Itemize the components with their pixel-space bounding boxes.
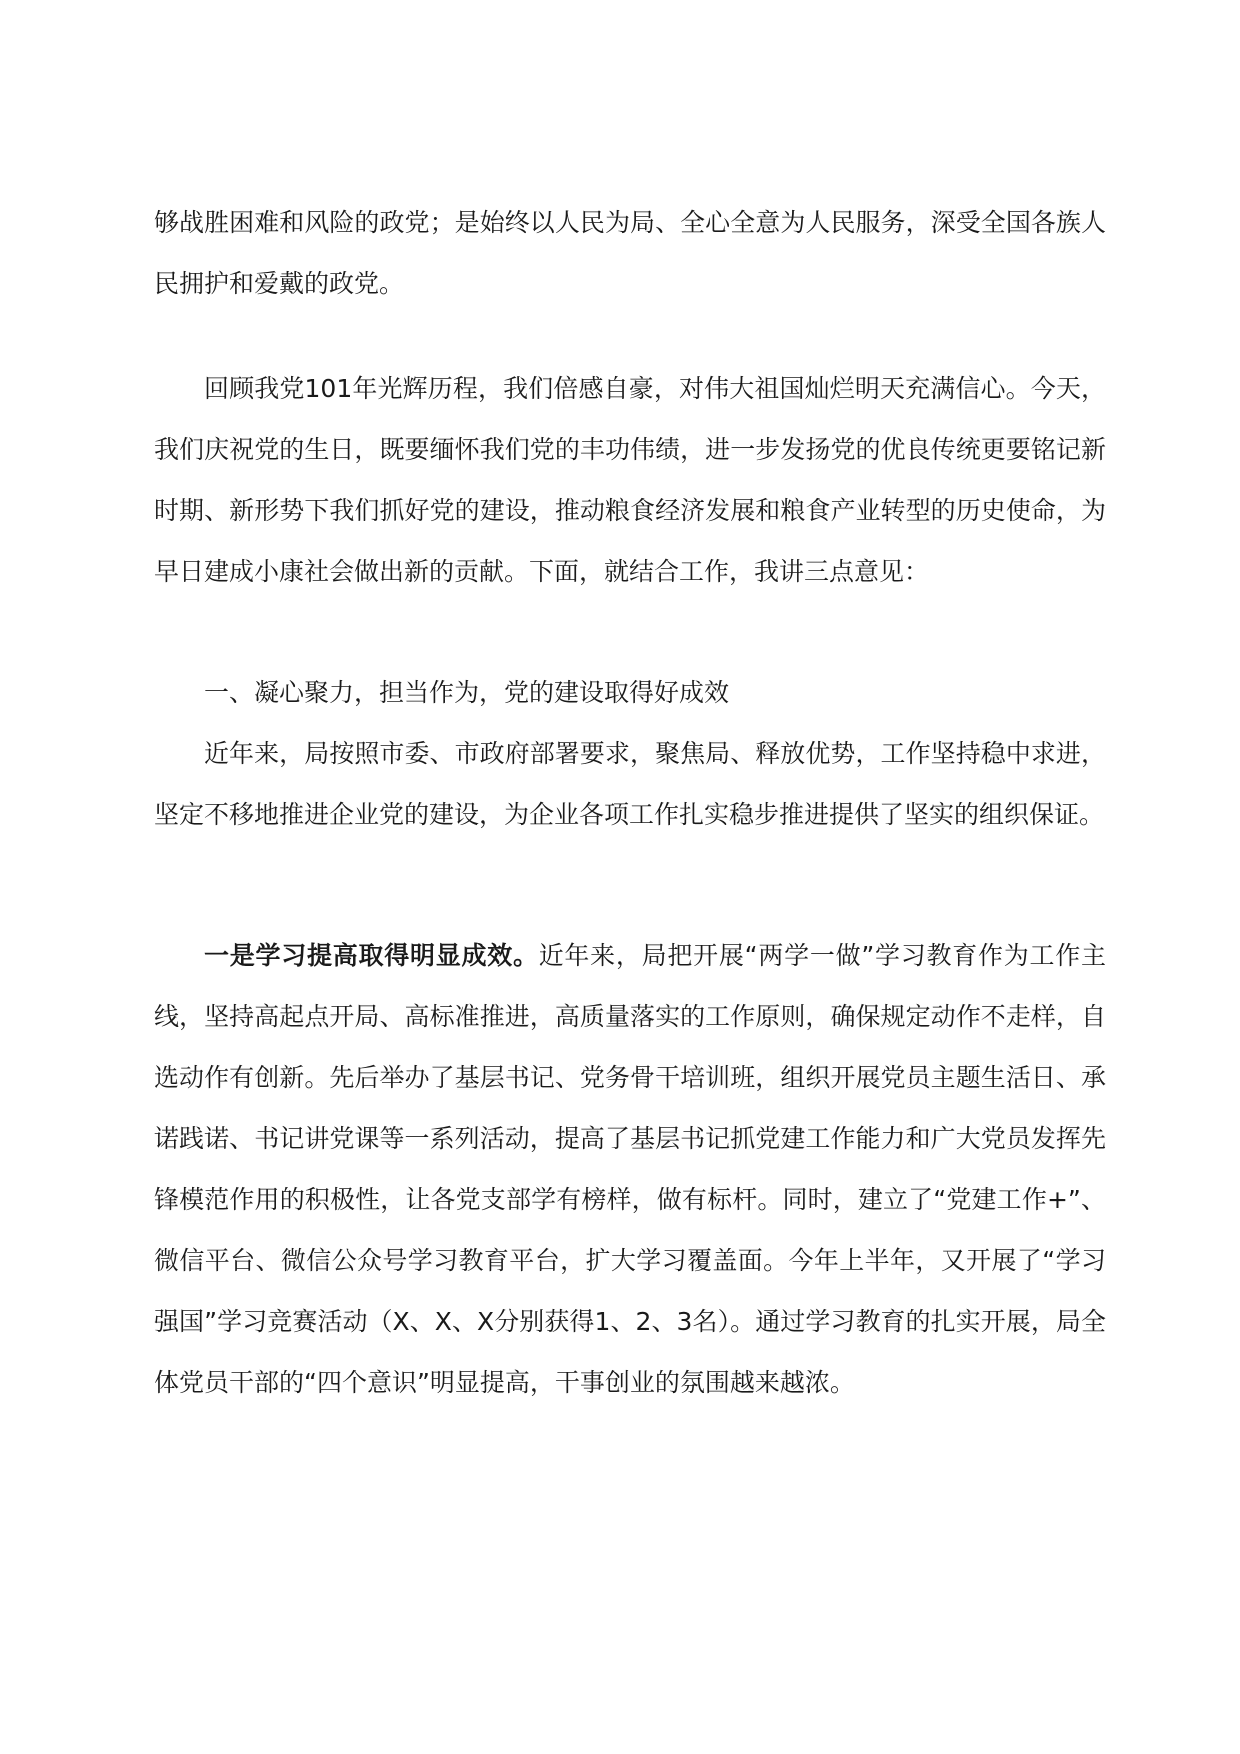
paragraph-lead-phrase: 一是学习提高取得明显成效。 [204, 941, 539, 970]
section-heading: 一、凝心聚力，担当作为，党的建设取得好成效 [204, 678, 730, 707]
paragraph-body-text: 近年来，局把开展“两学一做”学习教育作为工作主线，坚持高起点开局、高标准推进，高质量落实的工作原则，确保规定动作不走样，自选动作有创新。先后举办了基层书记、党务骨干培训班，组织开展党员主题生活日、承诺践诺、书记讲党课等一系列活动，提高了基层书记抓党建工作能力和广大党员发挥先锋模范作用的积极性，让各党支部学有榜样，做有标杆。同时，建立了“党建工作+”、微信平台、微信公众号学习教育平台，扩大学习覆盖面。今年上半年，又开展了“学习强国”学习竞赛活动（X、X、X分别获得1、2、3名）。通过学习教育的扎实开展，局全体党员干部的“四个意识”明显提高，干事创业的氛围越来越浓。 [154, 941, 1106, 1397]
paragraph-section-intro: 近年来，局按照市委、市政府部署要求，聚焦局、释放优势，工作坚持稳中求进，坚定不移地推进企业党的建设，为企业各项工作扎实稳步推进提供了坚实的组织保证。 [154, 739, 1106, 829]
paragraph-continuation: 够战胜困难和风险的政党；是始终以人民为局、全心全意为人民服务，深受全国各族人民拥护和爱戴的政党。 [154, 208, 1106, 298]
paragraph-study-achievement [154, 925, 1106, 1413]
paragraph-review-history: 回顾我党101年光辉历程，我们倍感自豪，对伟大祖国灿烂明天充满信心。今天，我们庆祝党的生日，既要缅怀我们党的丰功伟绩，进一步发扬党的优良传统更要铭记新时期、新形势下我们抓好党的建设，推动粮食经济发展和粮食产业转型的历史使命，为早日建成小康社会做出新的贡献。下面，就结合工作，我讲三点意见： [154, 374, 1106, 586]
